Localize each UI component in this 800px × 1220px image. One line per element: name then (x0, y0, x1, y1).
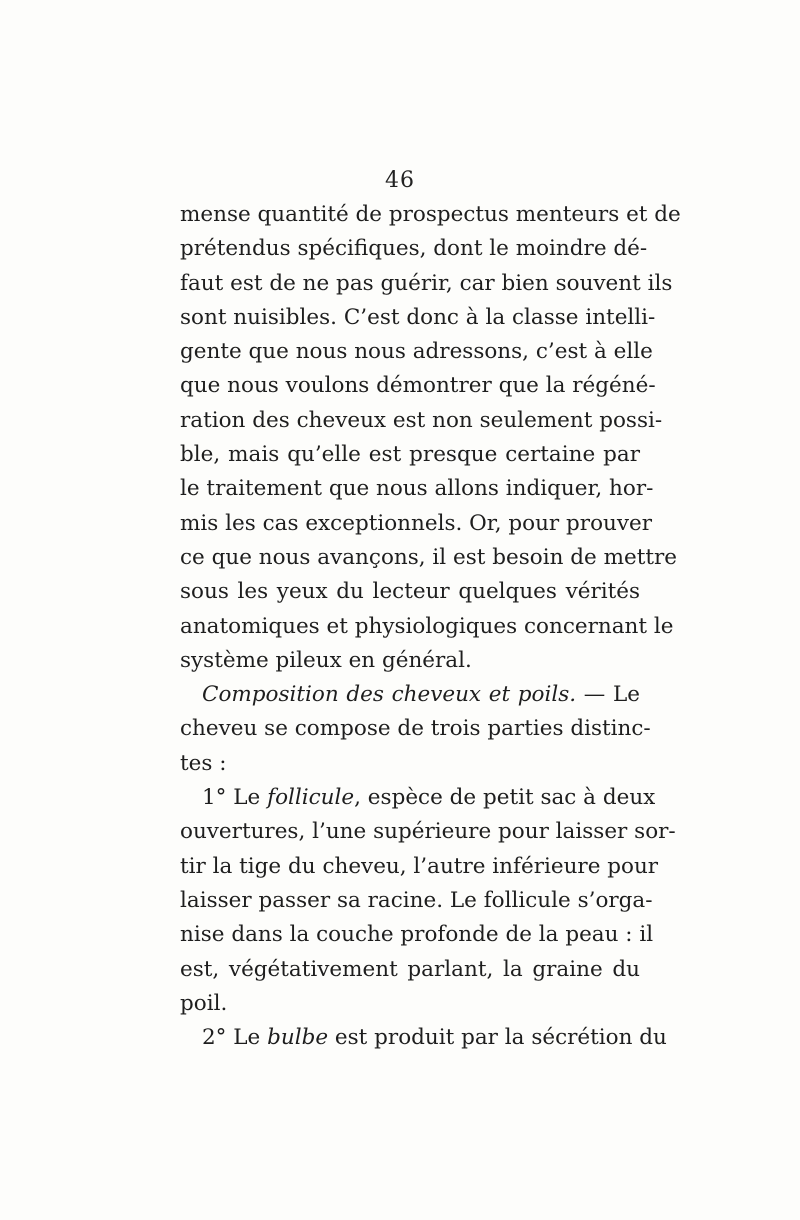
section-heading-line (180, 678, 640, 712)
text-line: nise dans la couche profonde de la peau : il (180, 922, 654, 948)
text-line: sont nuisibles. C’est donc à la classe intelli- (180, 304, 656, 330)
list-item-2-term: bulbe (267, 1025, 329, 1051)
text-line: mense quantité de prospectus menteurs et de (180, 202, 681, 227)
text-line: cheveu se compose de trois parties distinc- (180, 716, 651, 742)
text-line: que nous voulons démontrer que la régéné- (180, 373, 656, 399)
list-item-2-prefix: 2° Le (202, 1025, 268, 1051)
text-line: prétendus spécifiques, dont le moindre dé- (180, 236, 648, 262)
text-line: le traitement que nous allons indiquer, hor- (180, 476, 654, 502)
text-line: est, végétativement parlant, la graine du (180, 956, 640, 982)
section-heading-rest: — Le (576, 682, 640, 708)
body-text (180, 198, 681, 1055)
list-item-1-prefix: 1° Le (202, 785, 268, 811)
list-item-1-rest: , espèce de petit sac à deux (354, 785, 656, 811)
list-item-1-line (180, 781, 656, 815)
text-line: ouvertures, l’une supérieure pour laisser sor- (180, 819, 676, 845)
text-line: anatomiques et physiologiques concernant le (180, 613, 674, 639)
text-line: sous les yeux du lecteur quelques vérités (180, 579, 640, 605)
list-item-2-rest: est produit par la sécrétion du (328, 1025, 667, 1051)
text-line: poil. (180, 990, 228, 1016)
text-line: ce que nous avançons, il est besoin de mettre (180, 544, 677, 570)
text-line: ble, mais qu’elle est presque certaine par (180, 442, 640, 468)
page-number: 46 (385, 168, 415, 193)
text-line: tes : (180, 750, 227, 776)
section-heading: Composition des cheveux et poils. (202, 682, 577, 708)
text-line: faut est de ne pas guérir, car bien souvent ils (180, 270, 673, 296)
text-line: ration des cheveux est non seulement possi- (180, 407, 663, 433)
text-line: laisser passer sa racine. Le follicule s’orga- (180, 887, 653, 913)
text-line: système pileux en général. (180, 647, 472, 673)
text-line: gente que nous nous adressons, c’est à elle (180, 339, 653, 365)
list-item-2-line (180, 1021, 667, 1055)
list-item-1-term: follicule (267, 785, 355, 811)
text-line: tir la tige du cheveu, l’autre inférieure pour (180, 853, 659, 879)
text-line: mis les cas exceptionnels. Or, pour prouver (180, 510, 653, 536)
